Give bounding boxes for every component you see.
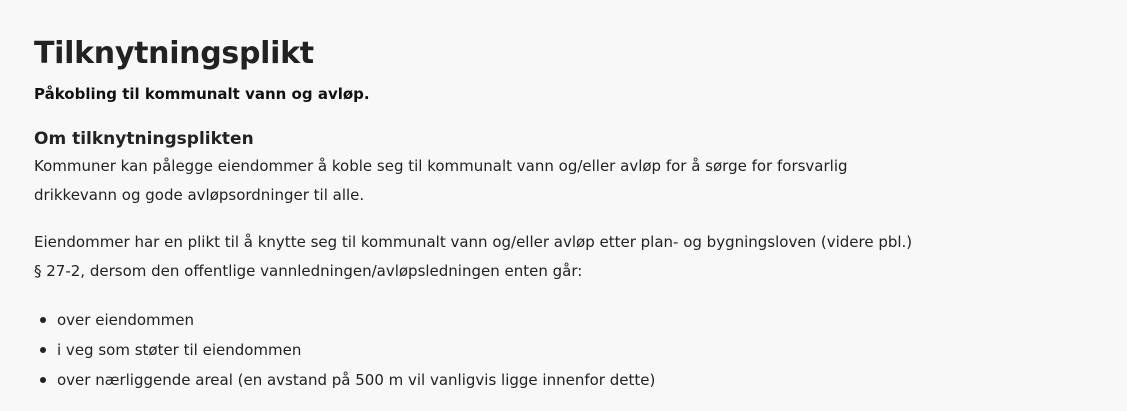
paragraph-obligation: Eiendommer har en plikt til å knytte seg til kommunalt vann og/eller avløp etter plan- og bygningsloven (videre pbl.) § 27-2, dersom den offentlige vannledningen/avløpsledningen enten går:: [34, 233, 913, 280]
section-heading: Om tilknytningsplikten: [34, 129, 254, 149]
page-subtitle: Påkobling til kommunalt vann og avløp.: [34, 85, 370, 103]
bullet-icon: [40, 377, 46, 383]
conditions-list: [34, 305, 655, 395]
list-item: [34, 335, 655, 365]
paragraph-intro: Kommuner kan pålegge eiendommer å koble seg til kommunalt vann og/eller avløp for å sørge for forsvarlig drikkevann og gode avløpsordninger til alle.: [34, 157, 848, 204]
list-item-text: over nærliggende areal (en avstand på 500 m vil vanligvis ligge innenfor dette): [57, 371, 656, 389]
list-item-text: over eiendommen: [57, 311, 195, 329]
list-item: [34, 365, 655, 395]
bullet-icon: [40, 347, 46, 353]
bullet-icon: [40, 317, 46, 323]
page-title: Tilknytningsplikt: [34, 36, 314, 71]
list-item: [34, 305, 655, 335]
list-item-text: i veg som støter til eiendommen: [57, 341, 302, 359]
